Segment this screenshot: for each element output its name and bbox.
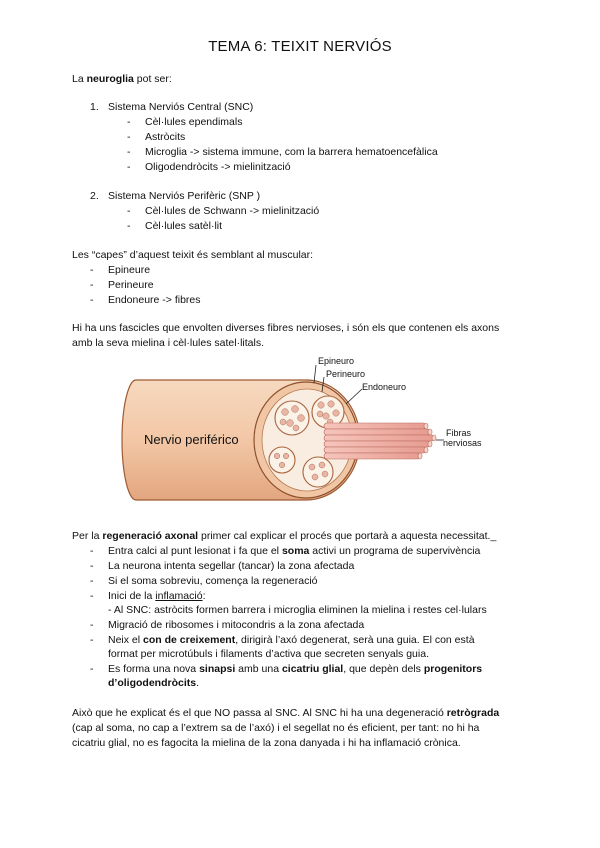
regen-intro: Per la regeneració axonal primer cal explicar el procés que portarà a aquesta necessitat._ — [72, 530, 497, 542]
list-bullet: - — [90, 590, 94, 602]
intro-line: La neuroglia pot ser: — [72, 73, 172, 85]
regen-item: Inici de la inflamació: — [108, 590, 206, 602]
regen-item: Migració de ribosomes i mitocondris a la zona afectada — [108, 619, 365, 631]
snc-number: 1. — [90, 101, 99, 113]
snp-number: 2. — [90, 190, 99, 202]
list-bullet: - — [90, 663, 94, 675]
regen-item-cont: d’oligodendròcits. — [108, 677, 200, 689]
list-bullet: - — [90, 294, 94, 306]
regen-subitem: - Al SNC: astròcits formen barrera i microglia eliminen la mielina i restes cel·lulars — [108, 604, 487, 616]
fascicles-line-1: Hi ha uns fascicles que envolten diverses fibres nervioses, i són els que contenen els axons — [72, 322, 500, 334]
list-bullet: - — [90, 264, 94, 276]
regen-item-cont: format per microtúbuls i filaments d’activa que secreten senyals guia. — [108, 648, 429, 660]
regen-item: Si el soma sobreviu, comença la regeneració — [108, 575, 318, 587]
snp-item: Cèl·lules de Schwann -> mielinització — [145, 205, 320, 217]
regen-item: Neix el con de creixement, dirigirà l’axó degenerat, serà una guia. El con està — [108, 634, 475, 646]
epineuro-label: Epineuro — [318, 356, 355, 366]
list-bullet: - — [90, 634, 94, 646]
regen-item: La neurona intenta segellar (tancar) la zona afectada — [108, 560, 355, 572]
snp-item: Cèl·lules satèl·lit — [145, 220, 223, 232]
list-bullet: - — [90, 575, 94, 587]
regen-item: Es forma una nova sinapsi amb una cicatriu glial, que depèn dels progenitors — [108, 663, 483, 675]
regen-item: Entra calci al punt lesionat i fa que el soma activi un programa de supervivència — [108, 545, 481, 557]
list-bullet: - — [127, 116, 131, 128]
list-bullet: - — [127, 131, 131, 143]
capes-item: Endoneure -> fibres — [108, 294, 201, 306]
list-bullet: - — [90, 279, 94, 291]
list-bullet: - — [127, 220, 131, 232]
list-bullet: - — [90, 545, 94, 557]
snc-item: Astròcits — [145, 131, 186, 143]
list-bullet: - — [127, 205, 131, 217]
endoneuro-label: Endoneuro — [362, 382, 407, 392]
nerve-fibers — [324, 423, 434, 459]
capes-item: Epineure — [108, 264, 151, 276]
list-bullet: - — [127, 161, 131, 173]
snc-item: Cèl·lules ependimals — [145, 116, 243, 128]
nerve-figure — [116, 352, 496, 512]
snc-heading: Sistema Nerviós Central (SNC) — [108, 101, 254, 113]
nerve-label: Nervio periférico — [144, 432, 239, 447]
capes-intro: Les “capes” d’aquest teixit és semblant al muscular: — [72, 249, 314, 261]
snc-item: Microglia -> sistema immune, com la barrera hematoencefàlica — [145, 146, 438, 158]
closing-line-1: Això que he explicat és el que NO passa al SNC. Al SNC hi ha una degeneració retrògrada — [72, 707, 500, 719]
list-bullet: - — [90, 619, 94, 631]
page-title: TEMA 6: TEIXIT NERVIÓS — [208, 38, 392, 55]
list-bullet: - — [90, 560, 94, 572]
fascicles-line-2: amb la seva mielina i cèl·lules satel·litals. — [72, 337, 264, 349]
closing-line-3: cicatriu glial, no es fagocita la mielina de la zona danyada i hi ha inflamació crònica. — [72, 737, 461, 749]
fibras-label-1: Fibras — [446, 428, 472, 438]
closing-line-2: (cap al soma, no cap a l’extrem sa de l’axó) i el segellat no és eficient, per tant: no hi ha — [72, 722, 480, 734]
perineuro-label: Perineuro — [326, 369, 366, 379]
snc-item: Oligodendròcits -> mielinització — [145, 161, 291, 173]
snp-heading: Sistema Nerviós Perifèric (SNP ) — [108, 190, 261, 202]
list-bullet: - — [127, 146, 131, 158]
fibras-label-2: nerviosas — [443, 438, 482, 448]
capes-item: Perineure — [108, 279, 154, 291]
